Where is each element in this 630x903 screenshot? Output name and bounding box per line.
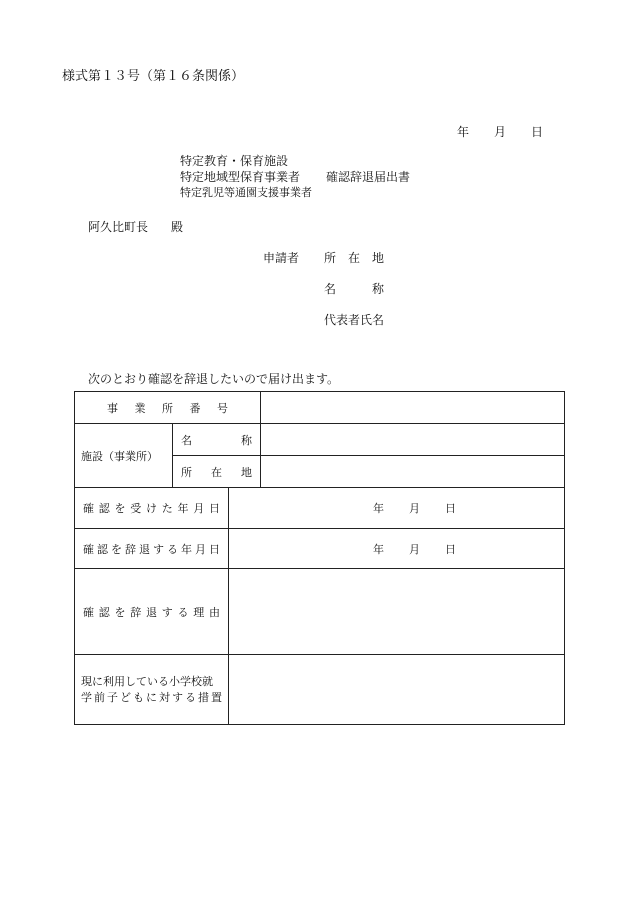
withdraw-date-label-cell [75,529,229,569]
facility-address-label: 所在地 [181,465,252,479]
office-number-input[interactable] [261,392,565,424]
measures-label-line-1: 現に利用している小学校就 [81,674,213,688]
facility-address-input[interactable] [261,456,565,488]
withdraw-reason-label: 確認を辞退する理由 [83,605,220,619]
header-date-year: 年 [457,125,470,139]
confirmed-date-day: 日 [445,502,456,515]
withdraw-date-input[interactable] [229,529,565,569]
withdraw-date-month: 月 [409,542,420,556]
withdraw-date-day: 日 [445,542,456,556]
form-number: 様式第１３号（第１６条関係） [62,69,245,84]
withdrawal-form-table [74,391,565,725]
facility-type-1: 特定教育・保育施設 [180,154,289,168]
withdraw-date-year: 年 [373,542,384,556]
office-number-label-cell [75,392,261,424]
facility-name-label-cell [173,424,261,456]
withdraw-date-label: 確認を辞退する年月日 [83,542,220,556]
measures-label-line-2: 学前子どもに対する措置 [81,690,222,704]
applicant-address-label: 所 在 地 [324,251,385,265]
confirmed-date-year: 年 [373,502,384,515]
addressee-name: 阿久比町長 [88,220,149,234]
confirmed-date-label-cell [75,488,229,529]
facility-label: 施設（事業所） [81,449,158,463]
measures-label [75,674,228,706]
withdraw-reason-label-cell [75,569,229,655]
facility-name-label: 名称 [181,433,252,447]
applicant-label: 申請者 [263,251,300,265]
facility-name-input[interactable] [261,424,565,456]
intro-text: 次のとおり確認を辞退したいので届け出ます。 [88,372,340,386]
confirmed-date-month: 月 [409,502,420,515]
office-number-label: 事業所番号 [107,401,228,415]
facility-label-cell [75,424,173,488]
header-date-day: 日 [531,125,544,139]
confirmed-date-label: 確認を受けた年月日 [83,502,220,515]
measures-input[interactable] [229,655,565,725]
facility-type-2: 特定地域型保育事業者 [180,170,301,184]
facility-address-label-cell [173,456,261,488]
applicant-rep-label: 代表者氏名 [324,313,385,327]
header-date-month: 月 [494,125,507,139]
applicant-name-label: 名 称 [324,282,385,296]
withdraw-reason-input[interactable] [229,569,565,655]
confirmed-date-input[interactable] [229,488,565,529]
document-title: 確認辞退届出書 [326,170,411,184]
measures-label-cell [75,655,229,725]
addressee-honorific: 殿 [171,220,184,234]
facility-type-3: 特定乳児等通園支援事業者 [180,186,312,199]
